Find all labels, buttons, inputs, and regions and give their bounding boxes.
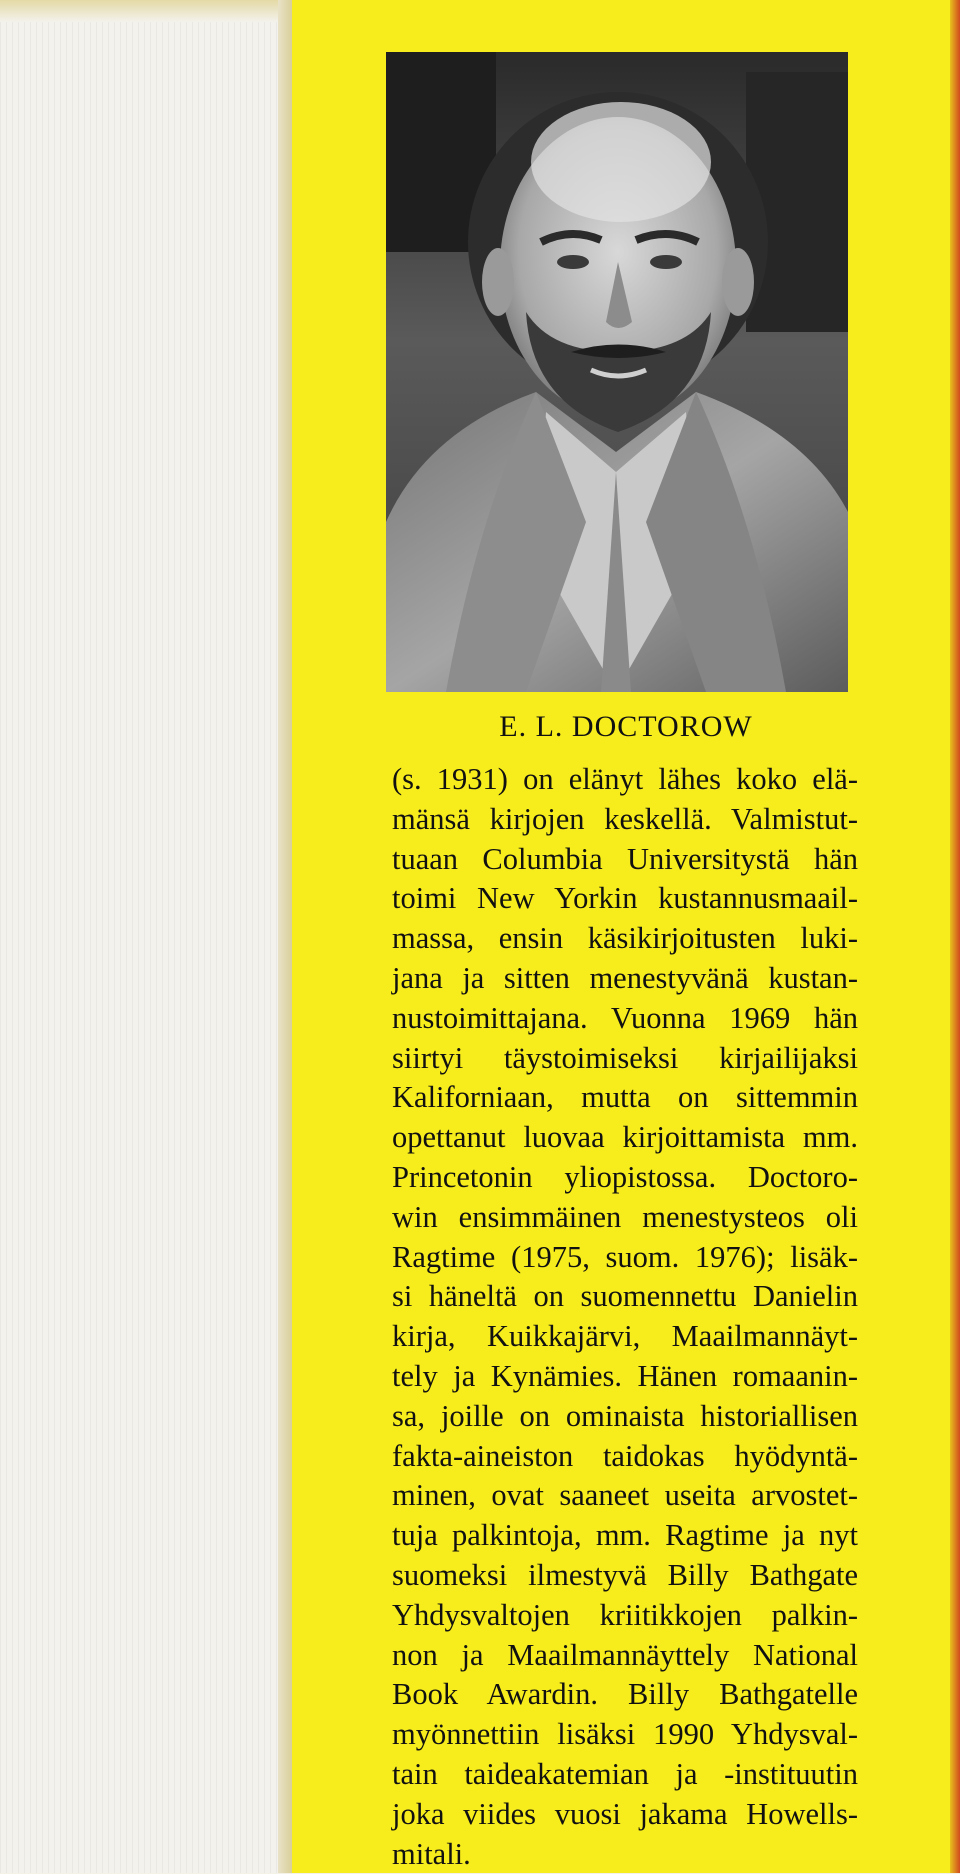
bio-line: siirtyi täystoimiseksi kirjailijaksi xyxy=(392,1040,858,1075)
bio-line: jana ja sitten menestyvänä kustan- xyxy=(392,960,858,995)
bio-line: tely ja Kynämies. Hänen romaanin- xyxy=(392,1358,858,1393)
bio-line: tuja palkintoja, mm. Ragtime ja nyt xyxy=(392,1518,858,1553)
bio-line: myönnettiin lisäksi 1990 Yhdysval- xyxy=(392,1717,858,1752)
bio-line: tuaan Columbia Universitystä hän xyxy=(392,841,858,876)
bio-line: Book Awardin. Billy Bathgatelle xyxy=(392,1677,858,1712)
author-name: E. L. DOCTOROW xyxy=(499,710,753,743)
bio-line: fakta-aineiston taidokas hyödyntä- xyxy=(392,1438,858,1473)
bio-line: non ja Maailmannäyttely National xyxy=(392,1637,858,1672)
author-portrait-photo xyxy=(386,52,848,692)
bio-line: suomeksi ilmestyvä Billy Bathgate xyxy=(392,1557,858,1592)
flap-top-shadow xyxy=(0,0,292,22)
bio-line: Ragtime (1975, suom. 1976); lisäk- xyxy=(392,1239,858,1274)
bio-line: win ensimmäinen menestysteos oli xyxy=(392,1199,858,1234)
bio-line: mänsä kirjojen keskellä. Valmistut- xyxy=(392,801,858,836)
bio-line: toimi New Yorkin kustannusmaail- xyxy=(392,881,858,916)
bio-line: Kaliforniaan, mutta on sittemmin xyxy=(392,1080,858,1115)
white-inner-flap xyxy=(0,0,292,1873)
bio-line: Princetonin yliopistossa. Doctoro- xyxy=(392,1159,858,1194)
bio-line: opettanut luovaa kirjoittamista mm. xyxy=(392,1120,858,1155)
bio-line: si häneltä on suomennettu Danielin xyxy=(392,1279,858,1314)
cover-red-edge xyxy=(950,0,960,1873)
bio-line: kirja, Kuikkajärvi, Maailmannäyt- xyxy=(392,1319,858,1354)
bio-line: (s. 1931) on elänyt lähes koko elä- xyxy=(392,762,858,796)
bio-line: massa, ensin käsikirjoitusten luki- xyxy=(392,921,858,956)
bio-line: Yhdysvaltojen kriitikkojen palkin- xyxy=(392,1597,858,1632)
author-biography xyxy=(392,760,858,1874)
bio-line: mitali. xyxy=(392,1836,471,1871)
bio-line: tain taideakatemian ja -instituutin xyxy=(392,1756,858,1791)
bio-line: minen, ovat saaneet useita arvostet- xyxy=(392,1478,858,1513)
portrait-icon xyxy=(386,52,848,692)
bio-line: joka viides vuosi jakama Howells- xyxy=(392,1796,858,1831)
bio-line: sa, joille on ominaista historiallisen xyxy=(392,1398,858,1433)
bio-line: nustoimittajana. Vuonna 1969 hän xyxy=(392,1000,858,1035)
flap-fold-edge xyxy=(278,0,292,1873)
